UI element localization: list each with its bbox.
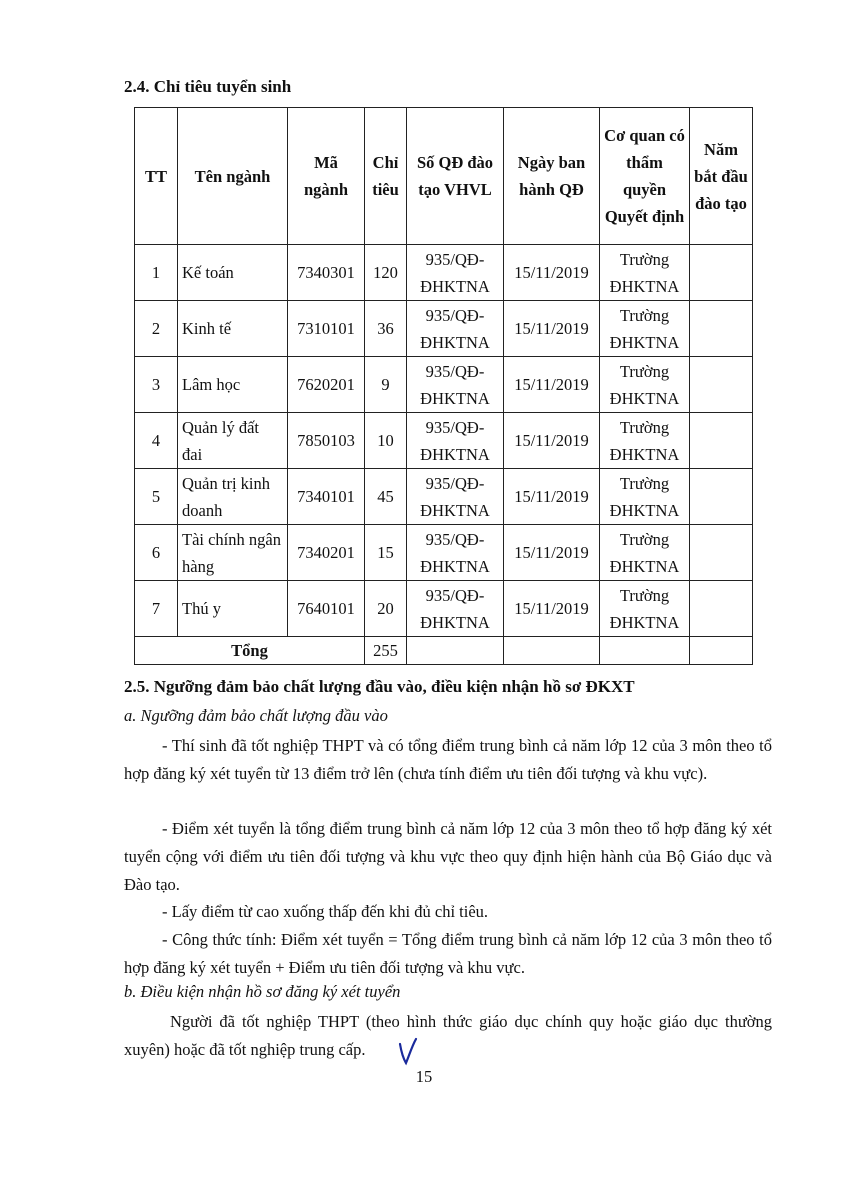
header-issue-date: Ngày ban hành QĐ [504, 108, 600, 245]
cell-decision-no: 935/QĐ-ĐHKTNA [407, 581, 504, 637]
table-header-row [135, 108, 753, 245]
paragraph-eligibility: Người đã tốt nghiệp THPT (theo hình thức giáo dục chính quy hoặc giáo dục thường xuyên) hoặc đã tốt nghiệp trung cấp. [124, 1012, 772, 1059]
header-decision-no: Số QĐ đào tạo VHVL [407, 108, 504, 245]
table-row [135, 413, 753, 469]
cell-start-year [690, 357, 753, 413]
section-heading-2-4: 2.4. Chỉ tiêu tuyển sinh [124, 77, 292, 96]
total-empty-cell [504, 637, 600, 665]
section-heading-2-5: 2.5. Ngưỡng đảm bảo chất lượng đầu vào, điều kiện nhận hồ sơ ĐKXT [124, 677, 635, 696]
header-tt: TT [135, 108, 178, 245]
cell-issue-date: 15/11/2019 [504, 581, 600, 637]
total-value: 255 [365, 637, 407, 665]
table-row [135, 525, 753, 581]
cell-quota: 15 [365, 525, 407, 581]
total-empty-cell [690, 637, 753, 665]
cell-major-name: Lâm học [178, 357, 288, 413]
total-label: Tổng [135, 637, 365, 665]
cell-issue-date: 15/11/2019 [504, 525, 600, 581]
cell-major-name: Thú y [178, 581, 288, 637]
cell-start-year [690, 469, 753, 525]
cell-issue-date: 15/11/2019 [504, 301, 600, 357]
paragraph-formula: - Công thức tính: Điểm xét tuyển = Tổng điểm trung bình cả năm lớp 12 của 3 môn theo tổ hợp đăng ký xét tuyển + Điểm ưu tiên đối tượng và khu vực. [124, 930, 772, 977]
cell-authority: Trường ĐHKTNA [600, 301, 690, 357]
cell-decision-no: 935/QĐ-ĐHKTNA [407, 413, 504, 469]
header-major-name: Tên ngành [178, 108, 288, 245]
handwritten-check-mark [398, 1036, 418, 1066]
cell-authority: Trường ĐHKTNA [600, 245, 690, 301]
cell-tt: 5 [135, 469, 178, 525]
paragraph-ranking: - Lấy điểm từ cao xuống thấp đến khi đủ chỉ tiêu. [162, 902, 489, 921]
cell-tt: 7 [135, 581, 178, 637]
cell-decision-no: 935/QĐ-ĐHKTNA [407, 301, 504, 357]
paragraph-admission-score: - Điểm xét tuyển là tổng điểm trung bình cả năm lớp 12 của 3 môn theo tổ hợp đăng ký xét tuyển cộng với điểm ưu tiên đối tượng và khu vực theo quy định hiện hành của Bộ Giáo dục và Đào tạo. [124, 819, 772, 894]
total-empty-cell [600, 637, 690, 665]
cell-major-code: 7310101 [288, 301, 365, 357]
header-authority: Cơ quan có thẩm quyền Quyết định [600, 108, 690, 245]
cell-major-name: Kế toán [178, 245, 288, 301]
cell-start-year [690, 581, 753, 637]
cell-start-year [690, 525, 753, 581]
total-empty-cell [407, 637, 504, 665]
cell-start-year [690, 413, 753, 469]
cell-issue-date: 15/11/2019 [504, 469, 600, 525]
page-number: 15 [415, 1067, 433, 1086]
cell-decision-no: 935/QĐ-ĐHKTNA [407, 245, 504, 301]
cell-authority: Trường ĐHKTNA [600, 357, 690, 413]
cell-major-code: 7620201 [288, 357, 365, 413]
cell-start-year [690, 245, 753, 301]
table-row [135, 245, 753, 301]
cell-major-code: 7850103 [288, 413, 365, 469]
header-quota: Chỉ tiêu [365, 108, 407, 245]
cell-start-year [690, 301, 753, 357]
cell-issue-date: 15/11/2019 [504, 413, 600, 469]
table-row [135, 469, 753, 525]
cell-authority: Trường ĐHKTNA [600, 581, 690, 637]
cell-decision-no: 935/QĐ-ĐHKTNA [407, 469, 504, 525]
cell-authority: Trường ĐHKTNA [600, 413, 690, 469]
cell-tt: 6 [135, 525, 178, 581]
cell-major-code: 7640101 [288, 581, 365, 637]
cell-major-code: 7340101 [288, 469, 365, 525]
cell-tt: 3 [135, 357, 178, 413]
cell-tt: 4 [135, 413, 178, 469]
enrollment-quota-table [134, 107, 753, 665]
cell-decision-no: 935/QĐ-ĐHKTNA [407, 357, 504, 413]
table-row [135, 581, 753, 637]
cell-quota: 45 [365, 469, 407, 525]
cell-major-name: Quản lý đất đai [178, 413, 288, 469]
cell-major-code: 7340201 [288, 525, 365, 581]
cell-authority: Trường ĐHKTNA [600, 469, 690, 525]
cell-quota: 20 [365, 581, 407, 637]
subheading-a: a. Ngưỡng đảm bảo chất lượng đầu vào [124, 706, 388, 725]
cell-major-name: Tài chính ngân hàng [178, 525, 288, 581]
cell-issue-date: 15/11/2019 [504, 245, 600, 301]
cell-tt: 2 [135, 301, 178, 357]
paragraph-threshold: - Thí sinh đã tốt nghiệp THPT và có tổng điểm trung bình cả năm lớp 12 của 3 môn theo tổ hợp đăng ký xét tuyển từ 13 điểm trở lên (chưa tính điểm ưu tiên đối tượng và khu vực). [124, 736, 772, 783]
table-row [135, 301, 753, 357]
cell-major-name: Kinh tế [178, 301, 288, 357]
header-start-year: Năm bắt đầu đào tạo [690, 108, 753, 245]
cell-decision-no: 935/QĐ-ĐHKTNA [407, 525, 504, 581]
cell-quota: 120 [365, 245, 407, 301]
subheading-b: b. Điều kiện nhận hồ sơ đăng ký xét tuyển [124, 982, 401, 1001]
cell-quota: 10 [365, 413, 407, 469]
cell-authority: Trường ĐHKTNA [600, 525, 690, 581]
cell-quota: 9 [365, 357, 407, 413]
cell-tt: 1 [135, 245, 178, 301]
header-major-code: Mã ngành [288, 108, 365, 245]
table-total-row [135, 637, 753, 665]
cell-quota: 36 [365, 301, 407, 357]
cell-issue-date: 15/11/2019 [504, 357, 600, 413]
cell-major-name: Quản trị kinh doanh [178, 469, 288, 525]
cell-major-code: 7340301 [288, 245, 365, 301]
table-row [135, 357, 753, 413]
